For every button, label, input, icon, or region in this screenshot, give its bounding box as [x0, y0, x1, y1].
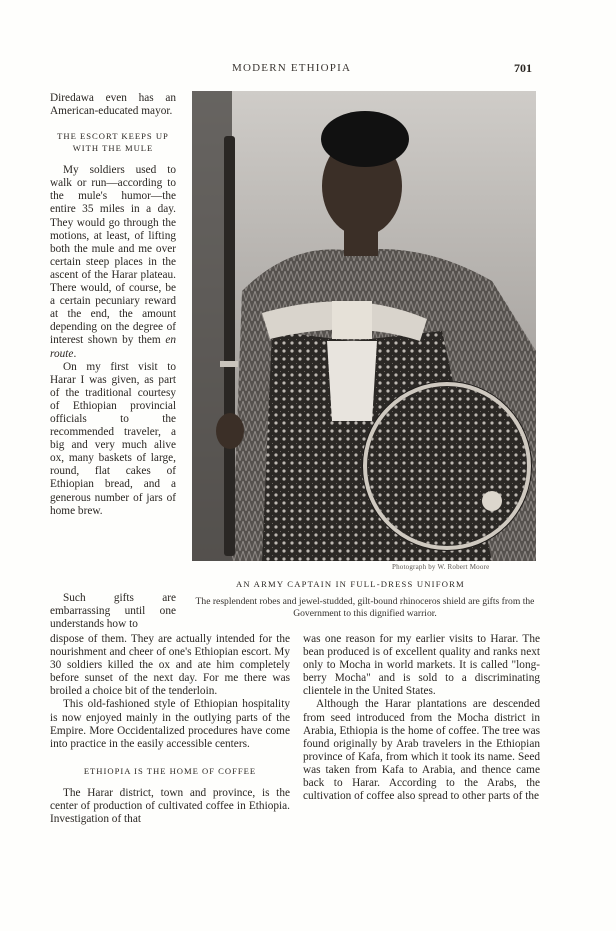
subhead-coffee: ETHIOPIA IS THE HOME OF COFFEE	[83, 765, 257, 776]
paragraph-harar-continued: was one reason for my earlier visits to Harar. The bean produced is of excellent quality and ranks next only to Mocha in world markets. It is called "long-berry Mocha" and is sold to a discriminating clientele in the United States.	[303, 633, 540, 698]
paragraph-escort	[50, 164, 176, 360]
bottom-left-column	[50, 633, 290, 826]
paragraph-gifts-start: Such gifts are embarrassing until one understands how to	[50, 592, 176, 631]
left-column	[50, 92, 176, 518]
subhead-escort: THE ESCORT KEEPS UP WITH THE MULE	[57, 131, 169, 154]
paragraph-harar: The Harar district, town and province, is the center of production of cultivated coffee in Ethiopia. Investigation of that	[50, 786, 290, 826]
paragraph-escort-text: My soldiers used to walk or run—according to the mule's humor—the entire 35 miles in a day. They would go through the motions, at least, of lifting both the mule and me over certain steep places in the ascent of the Harar plateau. There would, of course, be a certain pecuniary reward at the end, the amount depending on the degree of interest shown by them	[50, 164, 176, 347]
paragraph-escort-end: .	[73, 347, 77, 360]
page-number: 701	[514, 61, 532, 75]
paragraph-gifts-continued: dispose of them. They are actually intended for the nourishment and cheer of one's Ethiopian escort. My 30 soldiers killed the ox and ate him completely before sunset of the next day. For me there was broiled a choice bit of the tenderloin.	[50, 633, 290, 698]
bottom-right-column	[303, 633, 540, 803]
photo-illustration	[192, 91, 536, 561]
caption-text: The resplendent robes and jewel-studded, gilt-bound rhinoceros shield are gifts from the Government to this dignified warrior.	[195, 596, 535, 619]
caption-title: AN ARMY CAPTAIN IN FULL-DRESS UNIFORM	[236, 579, 465, 589]
paragraph-escort-italic: en route	[50, 334, 176, 360]
opening-paragraph: Diredawa even has an American-educated mayor.	[50, 92, 176, 118]
paragraph-first-visit: On my first visit to Harar I was given, as part of the traditional courtesy of Ethiopian provincial officials to the recommended traveler, a big and very much alive ox, many baskets of large, round, flat cakes of Ethiopian bread, and a generous number of jars of home brew.	[50, 360, 176, 517]
paragraph-hospitality: This old-fashioned style of Ethiopian hospitality is now enjoyed mainly in the outlying parts of the Empire. More Occidentalized procedures have come into practice in the easily accessible centers.	[50, 698, 290, 750]
photograph-army-captain	[192, 91, 536, 561]
left-column-continued	[50, 592, 176, 631]
paragraph-plantations: Although the Harar plantations are descended from seed introduced from the Mocha district in Arabia, Ethiopia is the home of coffee. The tree was found originally by Arab travelers in the Ethiopian province of Kafa, from which it took its name. Seed was taken from Kafa to Arabia, and thence came back to Harar. According to the Arabs, the cultivation of coffee also spread to other parts of the	[303, 698, 540, 803]
running-title: MODERN ETHIOPIA	[232, 62, 352, 74]
photo-credit: Photograph by W. Robert Moore	[392, 563, 490, 571]
